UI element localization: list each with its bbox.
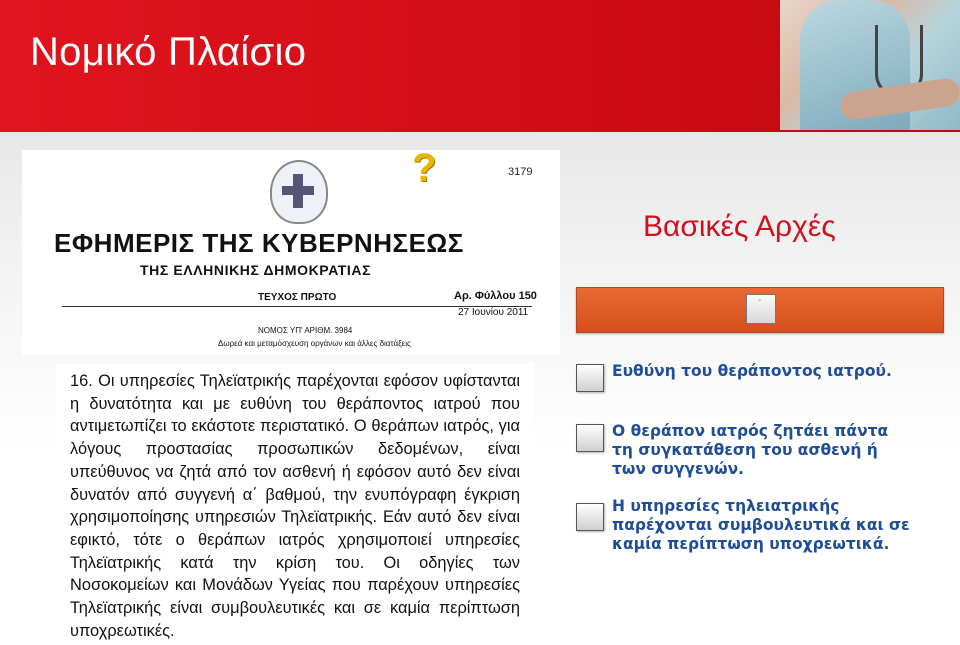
- title-banner: [0, 0, 960, 132]
- slide-subtitle: Βασικές Αρχές: [643, 210, 836, 243]
- question-mark-icon: ?: [412, 146, 437, 190]
- gazette-law-title: Δωρεά και μεταμόσχευση οργάνων και άλλες διατάξεις: [218, 339, 411, 348]
- gazette-law-number: ΝΟΜΟΣ ΥΠ' ΑΡΙΘΜ. 3984: [258, 326, 353, 335]
- checkbox-icon: [576, 424, 604, 452]
- gazette-date: 27 Ιουνίου 2011: [458, 307, 529, 318]
- gazette-teuxos: ΤΕΥΧΟΣ ΠΡΩΤΟ: [258, 292, 337, 303]
- law-article-image: [56, 364, 534, 642]
- article-text: 16. Οι υπηρεσίες Τηλεϊατρικής παρέχονται εφόσον υφίστανται η δυνατότητα και με ευθύνη του θεράποντος ιατρού που αντιμετωπίζει το εκάστοτε περιστατικό. Ο θεράπων ιατρός, για λόγους προστασίας προσωπικών δεδομένων, είναι υπεύθυνος να ζητά από τον ασθενή ή εφόσον αυτό δεν είναι δυνατόν από συγγενή α΄ βαθμού, την ενυπόγραφη έγκριση χρησιμοποίησης υπηρεσιών Τηλεϊατρικής. Εάν αυτό δεν είναι εφικτό, τότε ο θεράπων ιατρός χρησιμοποιεί υπηρεσίες Τηλεϊατρικής κατά την κρίση του. Οι οδηγίες των Νοσοκομείων και Μονάδων Υγείας που παρέχουν υπηρεσίες Τηλεϊατρικής είναι συμβουλευτικές και σε καμία περίπτωση υποχρεωτικές.: [70, 372, 520, 640]
- doctor-image: [780, 0, 960, 130]
- gazette-name: ΕΦΗΜΕΡΙΣ ΤΗΣ ΚΥΒΕΡΝΗΣΕΩΣ: [54, 228, 464, 258]
- gazette-republic: ΤΗΣ ΕΛΛΗΝΙΚΗΣ ΔΗΜΟΚΡΑΤΙΑΣ: [140, 262, 372, 278]
- principles-bar-box: [746, 294, 776, 324]
- checkbox-icon: [576, 364, 604, 392]
- slide-title: Νομικό Πλαίσιο: [30, 30, 307, 74]
- gazette-image: [22, 146, 560, 355]
- gazette-issue-number: 3179: [508, 166, 533, 178]
- item-text: Ευθύνη του θεράποντος ιατρού.: [612, 362, 892, 380]
- item-text: Ο θεράπον ιατρός ζητάει πάντα τη συγκατάθεση του ασθενή ή των συγγενών.: [612, 422, 889, 478]
- bar-box-glyph: ˇ: [758, 299, 762, 310]
- item-text: Η υπηρεσίες τηλειατρικής παρέχονται συμβουλευτικά και σε καμία περίπτωση υποχρεωτικά.: [612, 497, 910, 553]
- checkbox-icon: [576, 503, 604, 531]
- greek-seal-icon: [270, 160, 328, 224]
- gazette-sheet-number: Αρ. Φύλλου 150: [454, 290, 537, 302]
